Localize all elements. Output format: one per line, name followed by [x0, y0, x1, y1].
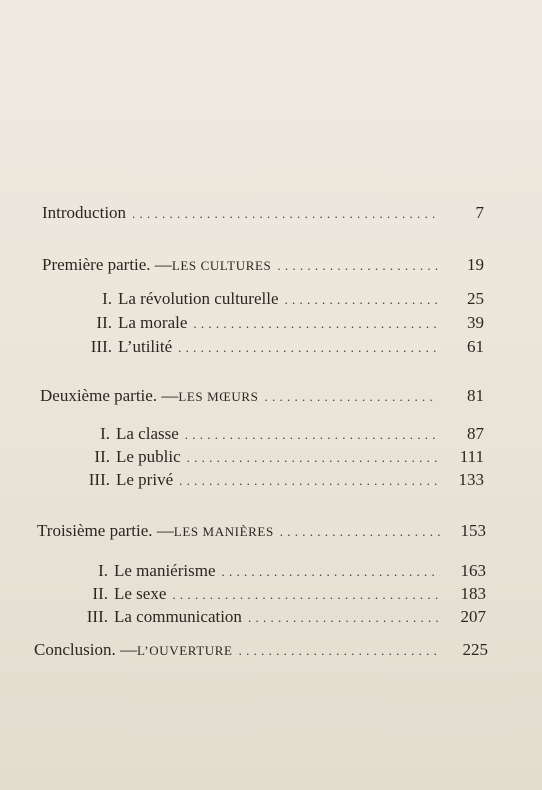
part-title: LES MŒURS	[178, 389, 259, 404]
chapter-title: La morale	[118, 313, 188, 332]
toc-entry-part3	[37, 521, 486, 541]
conclusion-title: L’OUVERTURE	[136, 643, 233, 658]
chapter-number: III.	[88, 470, 110, 489]
part-title: LES MANIÈRES	[173, 524, 274, 539]
chapter-title: Le privé	[116, 470, 174, 489]
page-number: 7	[475, 203, 484, 222]
chapter-number: I.	[100, 424, 110, 443]
chapter-number: II.	[94, 447, 110, 466]
toc-chapter	[72, 447, 484, 467]
dot-leader	[132, 203, 438, 223]
part-title: LES CULTURES	[171, 258, 272, 273]
chapter-title: La révolution culturelle	[118, 289, 279, 308]
toc-chapter	[72, 470, 484, 490]
part-label: Troisième partie. —	[37, 521, 174, 540]
toc-chapter	[70, 561, 486, 581]
toc-chapter	[72, 424, 484, 444]
page-number: 87	[467, 424, 484, 443]
toc-chapter	[70, 584, 486, 604]
part-label: Deuxième partie. —	[40, 386, 179, 405]
chapter-number: I.	[98, 561, 108, 580]
page-number: 111	[459, 447, 484, 466]
page-number: 133	[458, 470, 484, 489]
conclusion-label: Conclusion. —	[34, 640, 137, 659]
toc-entry-part1	[42, 255, 484, 275]
chapter-title: La classe	[116, 424, 179, 443]
dot-leader	[172, 584, 440, 604]
part-label: Première partie. —	[42, 255, 172, 274]
dot-leader	[222, 561, 441, 581]
dot-leader	[277, 255, 438, 275]
dot-leader	[185, 424, 438, 444]
page-number: 61	[467, 337, 484, 356]
chapter-title: L’utilité	[118, 337, 173, 356]
toc-chapter	[70, 607, 486, 627]
dot-leader	[280, 521, 440, 541]
toc-chapter	[74, 337, 484, 357]
entry-label: Introduction	[42, 203, 127, 222]
chapter-title: Le public	[116, 447, 181, 466]
toc-entry-part2	[40, 386, 484, 406]
dot-leader	[178, 337, 438, 357]
chapter-number: III.	[86, 607, 108, 626]
page-number: 25	[467, 289, 484, 308]
page-number: 207	[460, 607, 486, 626]
chapter-number: II.	[92, 584, 108, 603]
dot-leader	[248, 607, 440, 627]
chapter-number: II.	[96, 313, 112, 332]
page-number: 39	[467, 313, 484, 332]
page-number: 153	[460, 521, 486, 540]
toc-chapter	[74, 313, 484, 333]
dot-leader	[193, 313, 438, 333]
dot-leader	[264, 386, 438, 406]
chapter-title: Le maniérisme	[114, 561, 216, 580]
page-number: 183	[460, 584, 486, 603]
chapter-title: Le sexe	[114, 584, 167, 603]
chapter-number: I.	[102, 289, 112, 308]
chapter-title: La communication	[114, 607, 242, 626]
chapter-number: III.	[90, 337, 112, 356]
dot-leader	[239, 640, 442, 660]
page-number: 81	[467, 386, 484, 405]
page-number: 19	[467, 255, 484, 274]
dot-leader	[285, 289, 439, 309]
dot-leader	[187, 447, 438, 467]
page-number: 163	[460, 561, 486, 580]
toc-entry-introduction	[42, 203, 484, 223]
dot-leader	[179, 470, 438, 490]
toc-chapter	[74, 289, 484, 309]
page-number: 225	[462, 640, 488, 659]
toc-entry-conclusion	[34, 640, 488, 660]
